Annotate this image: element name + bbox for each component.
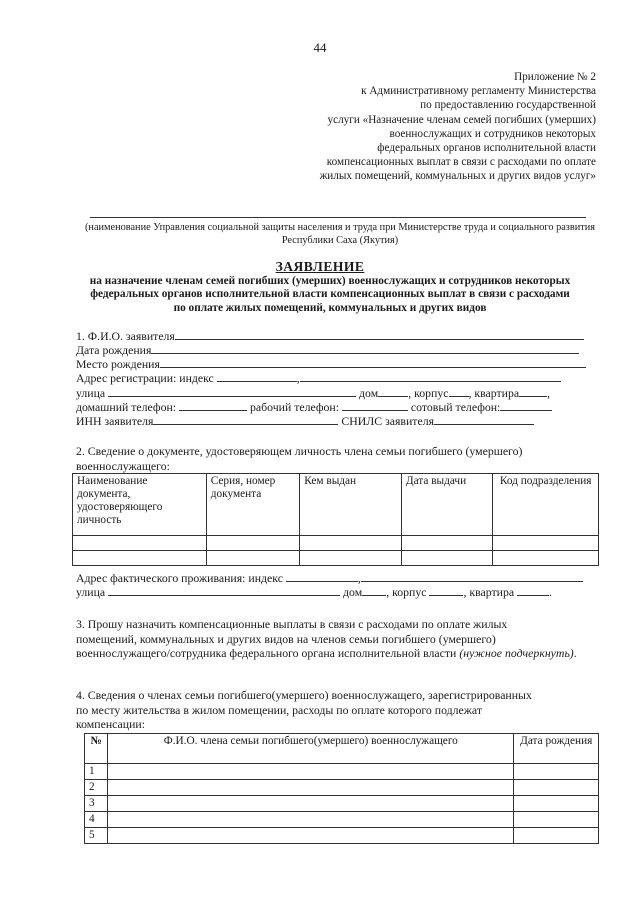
fio-label: 1. Ф.И.О. заявителя: [76, 329, 175, 343]
col-number: №: [85, 734, 108, 764]
col-birth-date: Дата рождения: [514, 734, 599, 764]
inn-label: ИНН заявителя: [76, 414, 154, 428]
table-cell[interactable]: [108, 796, 514, 812]
actual-address-label: Адрес фактического проживания: индекс: [76, 571, 283, 585]
table-cell[interactable]: [493, 551, 599, 566]
actual-street-field[interactable]: [108, 585, 340, 596]
row-number: 1: [85, 764, 108, 780]
actual-street-label: улица: [76, 585, 106, 599]
actual-address-row: Адрес фактического проживания: индекс ,: [76, 571, 596, 585]
snils-label: СНИЛС заявителя: [341, 414, 435, 428]
table-cell[interactable]: [300, 551, 402, 566]
table-row: [73, 551, 599, 566]
actual-building-field[interactable]: [429, 585, 463, 596]
apartment-field[interactable]: [519, 386, 547, 397]
inn-snils-row: [76, 414, 596, 428]
section4-text: [76, 688, 598, 732]
actual-street-row: улица дом , корпус , квартира .: [76, 585, 552, 599]
appendix-line: жилых помещений, коммунальных и других видов услуг»: [319, 170, 596, 183]
table-cell[interactable]: [73, 551, 207, 566]
house-field[interactable]: [378, 386, 408, 397]
reg-address-row: Адрес регистрации: индекс ,: [76, 371, 596, 385]
subtitle-line: федеральных органов исполнительной власти компенсационных выплат в связи с расходами: [90, 288, 570, 301]
table-header-row: [85, 734, 599, 764]
section2-line: 2. Сведение о документе, удостоверяющем личность члена семьи погибшего (умершего): [76, 444, 523, 458]
table-cell[interactable]: [73, 536, 207, 551]
col-division-code: Код подразделения: [493, 474, 599, 536]
page-number: 44: [313, 40, 327, 55]
row-number: 2: [85, 780, 108, 796]
actual-address-field[interactable]: [361, 571, 583, 582]
document-title: ЗАЯВЛЕНИЕ: [275, 259, 365, 274]
table-cell[interactable]: [108, 828, 514, 844]
applicant-fio-row: [76, 329, 596, 343]
reg-address-label: Адрес регистрации: индекс: [76, 371, 214, 385]
col-series-number: Серия, номер документа: [206, 474, 300, 536]
subtitle-line: по оплате жилых помещений, коммунальных и других видов: [173, 301, 487, 314]
section3-line: военнослужащего/сотрудника федерального органа исполнительной власти (нужное подчеркнуть).: [76, 646, 577, 660]
row-number: 5: [85, 828, 108, 844]
actual-apartment-label: квартира: [469, 585, 515, 599]
appendix-line: по предоставлению государственной: [420, 99, 596, 112]
table-cell[interactable]: [514, 796, 599, 812]
actual-building-label: корпус: [392, 585, 427, 599]
agency-name-line[interactable]: [90, 217, 586, 218]
birth-date-row: [76, 343, 596, 357]
table-cell[interactable]: [514, 764, 599, 780]
col-fio: Ф.И.О. члена семьи погибшего(умершего) военнослужащего: [108, 734, 514, 764]
work-phone-label: рабочий телефон:: [249, 400, 339, 414]
table-cell[interactable]: [401, 551, 493, 566]
table-cell[interactable]: [514, 828, 599, 844]
inn-field[interactable]: [153, 414, 338, 425]
fio-field[interactable]: [175, 329, 584, 340]
table-row: [85, 828, 599, 844]
section3-text: [76, 617, 598, 661]
actual-house-field[interactable]: [362, 585, 386, 596]
building-field[interactable]: [449, 386, 469, 397]
reg-street-row: улица дом , корпус , квартира ,: [76, 386, 551, 400]
table-header-row: [73, 474, 599, 536]
section3-line: помещений, коммунальных и других видов на членов семьи погибшего (умершего): [76, 631, 496, 646]
birth-place-label: Место рождения: [76, 357, 160, 371]
mobile-phone-label: сотовый телефон:: [410, 400, 501, 414]
mobile-phone-field[interactable]: [500, 400, 552, 411]
work-phone-field[interactable]: [342, 400, 408, 411]
appendix-line: услуги «Назначение членам семей погибших (умерших): [327, 113, 596, 126]
table-cell[interactable]: [108, 764, 514, 780]
street-label: улица: [76, 386, 106, 400]
reg-address-field[interactable]: [300, 371, 561, 382]
snils-field[interactable]: [434, 414, 534, 425]
birth-date-field[interactable]: [151, 343, 579, 354]
row-number: 3: [85, 796, 108, 812]
agency-caption: (наименование Управления социальной защиты населения и труда при Министерстве труда и социального развития Республики Саха (Якутия): [85, 222, 595, 246]
section2-line: военнослужащего:: [76, 458, 170, 473]
apartment-label: квартира: [474, 386, 520, 400]
table-cell[interactable]: [493, 536, 599, 551]
table-cell[interactable]: [108, 780, 514, 796]
appendix-line: к Административному регламенту Министерства: [361, 85, 596, 98]
table-cell[interactable]: [206, 536, 300, 551]
birth-place-row: [76, 357, 596, 371]
underline-note: (нужное подчеркнуть): [459, 646, 574, 660]
home-phone-label: домашний телефон:: [76, 400, 177, 414]
appendix-block: [266, 70, 596, 184]
col-issue-date: Дата выдачи: [401, 474, 493, 536]
col-issued-by: Кем выдан: [300, 474, 402, 536]
col-doc-name: Наименование документа, удостоверяющего личность: [73, 474, 207, 536]
table-row: [85, 812, 599, 828]
actual-house-label: дом: [343, 585, 363, 599]
table-cell[interactable]: [108, 812, 514, 828]
table-cell[interactable]: [514, 780, 599, 796]
section2-text: [76, 444, 598, 473]
actual-index-field[interactable]: [286, 571, 358, 582]
building-label: корпус: [414, 386, 449, 400]
table-cell[interactable]: [401, 536, 493, 551]
street-field[interactable]: [108, 386, 356, 397]
home-phone-field[interactable]: [179, 400, 247, 411]
section4-line: 4. Сведения о членах семьи погибшего(умершего) военнослужащего, зарегистрированных: [76, 688, 532, 702]
identity-document-table: [72, 473, 599, 566]
appendix-line: федеральных органов исполнительной власти: [377, 142, 596, 155]
row-number: 4: [85, 812, 108, 828]
section3-line: 3. Прошу назначить компенсационные выплаты в связи с расходами по оплате жилых: [76, 617, 508, 631]
table-row: [85, 796, 599, 812]
section4-line: по месту жительства в жилом помещении, расходы по оплате которого подлежат: [76, 702, 482, 717]
table-row: [73, 536, 599, 551]
document-subtitle: [60, 275, 600, 315]
phones-row: [76, 400, 596, 414]
appendix-line: Приложение № 2: [514, 71, 596, 83]
family-members-table: [84, 733, 599, 844]
table-row: [85, 780, 599, 796]
table-cell[interactable]: [514, 812, 599, 828]
birth-date-label: Дата рождения: [76, 343, 152, 357]
table-cell[interactable]: [300, 536, 402, 551]
subtitle-line: на назначение членам семей погибших (умерших) военнослужащих и сотрудников некоторых: [89, 275, 571, 287]
birth-place-field[interactable]: [160, 357, 586, 368]
table-row: [85, 764, 599, 780]
section4-line: компенсации:: [76, 717, 145, 731]
appendix-line: военнослужащих и сотрудников некоторых: [389, 127, 596, 140]
house-label: дом: [359, 386, 379, 400]
table-cell[interactable]: [206, 551, 300, 566]
reg-index-field[interactable]: [217, 371, 297, 382]
appendix-line: компенсационных выплат в связи с расходами по оплате: [326, 156, 596, 169]
actual-apartment-field[interactable]: [517, 585, 549, 596]
